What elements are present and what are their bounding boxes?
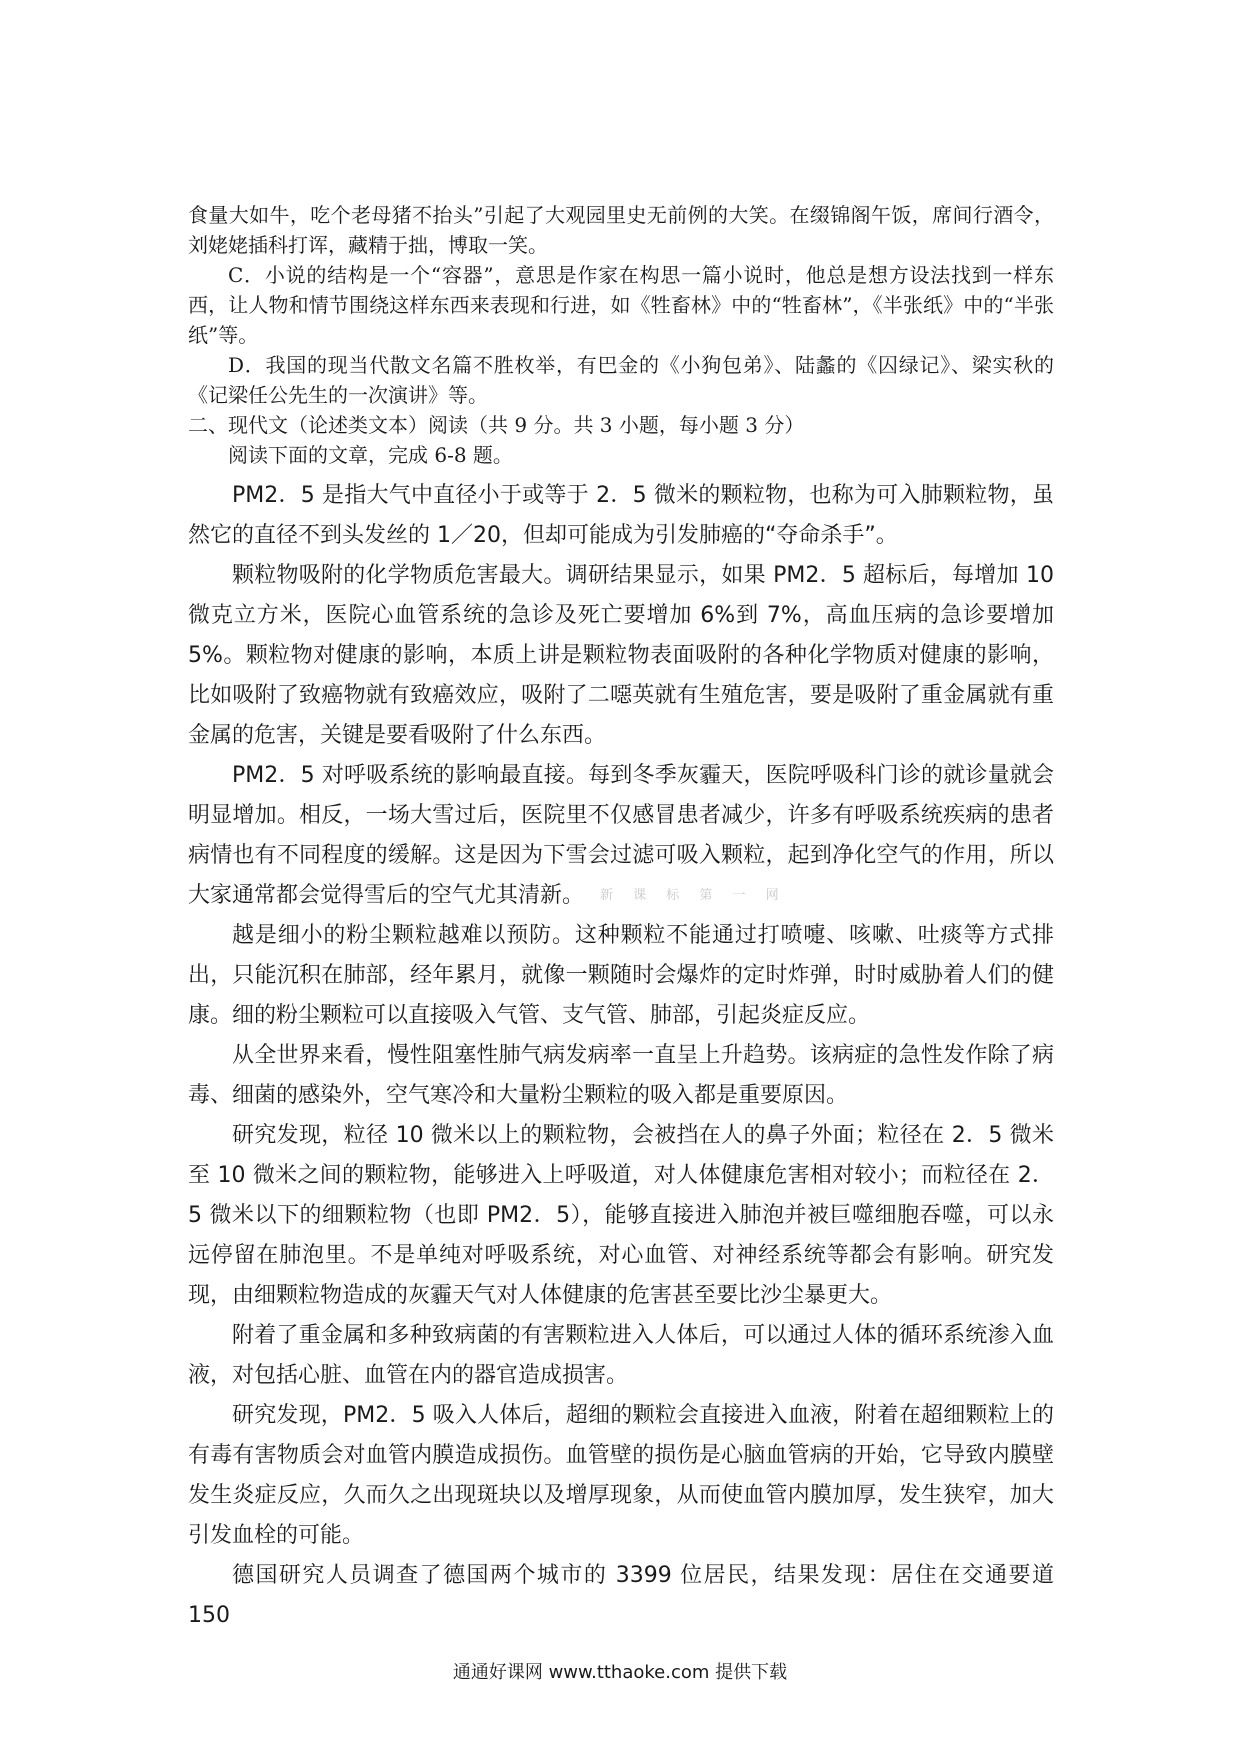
option-c: C．小说的结构是一个“容器”，意思是作家在构思一篇小说时，他总是想方设法找到一样东西，让人物和情节围绕这样东西来表现和行进，如《牲畜林》中的“牲畜林”，《半张纸》中的“半张纸”等。 xyxy=(188,263,1054,347)
section-instruction: 阅读下面的文章，完成 6-8 题。 xyxy=(228,443,513,467)
article-paragraph-4: 越是细小的粉尘颗粒越难以预防。这种颗粒不能通过打喷嚏、咳嗽、吐痰等方式排出，只能沉积在肺部，经年累月，就像一颗随时会爆炸的定时炸弹，时时威胁着人们的健康。细的粉尘颗粒可以直接吸入气管、支气管、肺部，引起炎症反应。 xyxy=(188,923,1054,1028)
article-paragraph-5: 从全世界来看，慢性阻塞性肺气病发病率一直呈上升趋势。该病症的急性发作除了病毒、细菌的感染外，空气寒冷和大量粉尘颗粒的吸入都是重要原因。 xyxy=(188,1043,1054,1108)
article-paragraph-3 xyxy=(188,756,1054,916)
article-paragraph-3-text: PM2．5 对呼吸系统的影响最直接。每到冬季灰霾天，医院呼吸科门诊的就诊量就会明显增加。相反，一场大雪过后，医院里不仅感冒患者减少，许多有呼吸系统疾病的患者病情也有不同程度的缓解。这是因为下雪会过滤可吸入颗粒，起到净化空气的作用，所以大家通常都会觉得雪后的空气尤其清新。 xyxy=(188,763,1054,908)
option-b-continuation: 食量大如牛，吃个老母猪不抬头”引起了大观园里史无前例的大笑。在缀锦阁午饭，席间行酒令，刘姥姥插科打诨，藏精于拙，博取一笑。 xyxy=(188,203,1054,257)
watermark-text: 新 课 标 第 一 网 xyxy=(600,888,787,903)
page-footer: 通通好课网 www.tthaoke.com 提供下载 xyxy=(452,1662,788,1683)
page-content xyxy=(188,200,1054,1636)
article-paragraph-2: 颗粒物吸附的化学物质危害最大。调研结果显示，如果 PM2．5 超标后，每增加 10 微克立方米，医院心血管系统的急诊及死亡要增加 6%到 7%，高血压病的急诊要增加 5%。颗粒物对健康的影响，本质上讲是颗粒物表面吸附的各种化学物质对健康的影响，比如吸附了致癌物就有致癌效应，吸附了二噁英就有生殖危害，要是吸附了重金属就有重金属的危害，关键是要看吸附了什么东西。 xyxy=(188,563,1054,748)
section-title: 二、现代文（论述类文本）阅读（共 9 分。共 3 小题，每小题 3 分） xyxy=(188,413,805,437)
article-paragraph-6: 研究发现，粒径 10 微米以上的颗粒物，会被挡在人的鼻子外面；粒径在 2．5 微米至 10 微米之间的颗粒物，能够进入上呼吸道，对人体健康危害相对较小；而粒径在 2．5 微米以下的细颗粒物（也即 PM2．5），能够直接进入肺泡并被巨噬细胞吞噬，可以永远停留在肺泡里。不是单纯对呼吸系统，对心血管、对神经系统等都会有影响。研究发现，由细颗粒物造成的灰霾天气对人体健康的危害甚至要比沙尘暴更大。 xyxy=(188,1123,1054,1308)
article-paragraph-7: 附着了重金属和多种致病菌的有害颗粒进入人体后，可以通过人体的循环系统渗入血液，对包括心脏、血管在内的器官造成损害。 xyxy=(188,1323,1054,1388)
article-paragraph-1: PM2．5 是指大气中直径小于或等于 2．5 微米的颗粒物，也称为可入肺颗粒物，虽然它的直径不到头发丝的 1／20，但却可能成为引发肺癌的“夺命杀手”。 xyxy=(188,483,1054,548)
article-paragraph-9: 德国研究人员调查了德国两个城市的 3399 位居民，结果发现：居住在交通要道 150 xyxy=(188,1563,1054,1628)
option-d: D．我国的现当代散文名篇不胜枚举，有巴金的《小狗包弟》、陆蠡的《囚绿记》、梁实秋的《记梁任公先生的一次演讲》等。 xyxy=(188,353,1054,407)
article-paragraph-8: 研究发现，PM2．5 吸入人体后，超细的颗粒会直接进入血液，附着在超细颗粒上的有毒有害物质会对血管内膜造成损伤。血管壁的损伤是心脑血管病的开始，它导致内膜壁发生炎症反应，久而久之出现斑块以及增厚现象，从而使血管内膜加厚，发生狭窄，加大引发血栓的可能。 xyxy=(188,1403,1054,1548)
